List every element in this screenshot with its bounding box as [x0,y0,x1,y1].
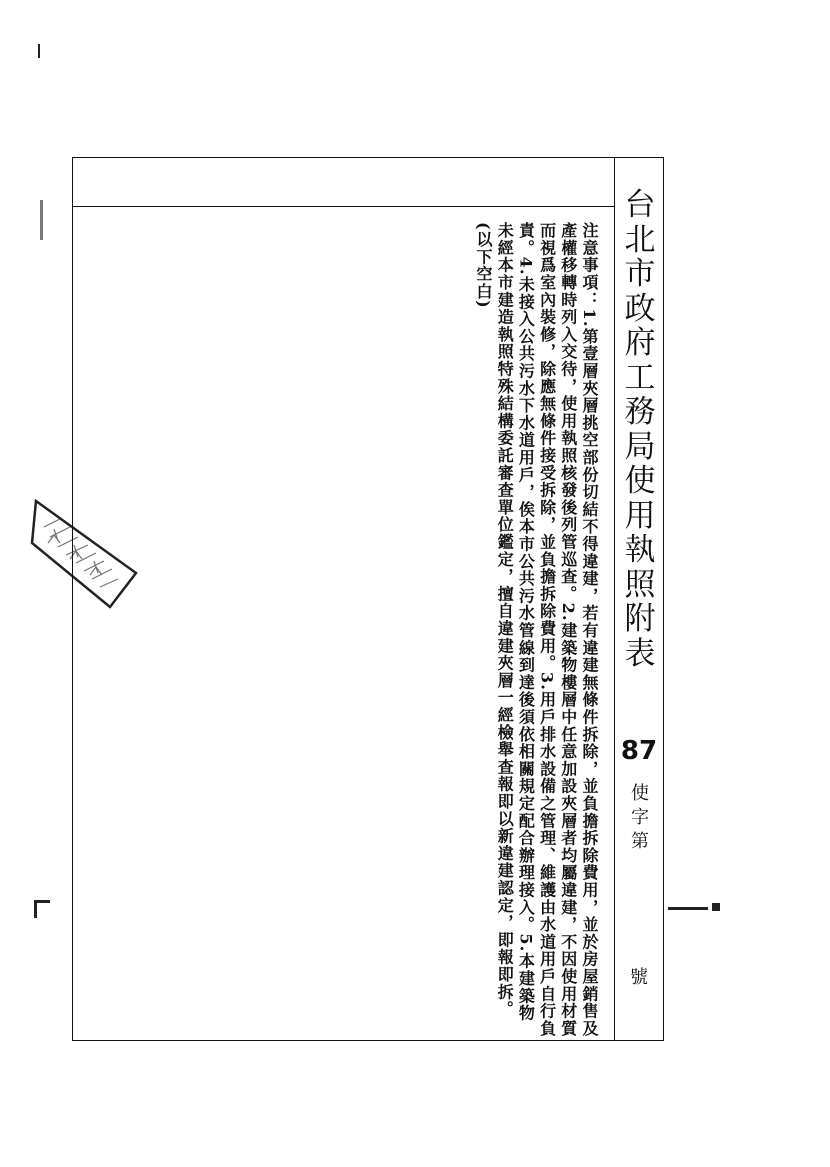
title-char: 台 [624,187,656,223]
prefix-char: 字 [631,807,649,828]
document-title [617,187,663,672]
header-divider [72,206,615,207]
title-char: 表 [624,635,656,672]
form-number: 87 [620,736,658,766]
note-item-2: 2.建築物樓層中任意加設夾層者均屬違建，不因使用材質而視爲室內裝修，除應無條件接受拆除，並負擔拆除費用。 [537,222,578,1038]
scan-mark-right-dot [712,903,720,911]
title-char: 照 [624,566,656,603]
title-char: 執 [624,532,656,568]
prefix-char: 使 [631,783,649,804]
title-char: 政 [624,290,656,327]
permit-number-prefix [617,782,663,854]
title-char: 局 [624,428,656,465]
notes-paragraph [473,222,600,1038]
scan-mark-left-bracket-stem [34,900,37,918]
title-char: 務 [624,394,656,430]
title-char: 北 [624,221,656,258]
title-char: 工 [624,359,656,396]
scan-mark-right-dash [668,907,708,910]
title-char: 使 [624,463,656,499]
title-column-divider [614,157,615,1041]
note-item-4: 4.未接入公共污水下水道用戶，俟本市公共污水管線到達後須依相關規定配合辦理接入。 [516,256,536,934]
title-char: 府 [624,325,656,361]
permit-number-suffix: 號 [630,967,648,988]
notes-section [466,222,600,1038]
prefix-char: 第 [631,831,649,852]
note-item-3: 3.用戶排水設備之管理、維護由水道用戶自行負責。 [516,222,557,1038]
notes-heading: 注意事項： [580,222,599,309]
note-end-marker: (以下空白) [473,222,493,309]
note-item-5: 5.本建築物未經本市建造執照特殊結構委託審查單位鑑定，擅自違建夾層一經檢舉查報即以新違建認定，即報即拆。 [495,222,536,1022]
note-item-1: 1.第壹層夾層挑空部份切結不得違建，若有違建無條件拆除，並負擔拆除費用，並於房屋銷售及產權移轉時列入交待，使用執照核發後列管巡查。 [558,222,599,1038]
scan-mark-left-edge [40,200,43,240]
title-char: 附 [624,601,656,637]
title-char: 用 [624,497,656,534]
title-char: 市 [624,256,656,292]
scan-mark-top-left [38,44,40,58]
